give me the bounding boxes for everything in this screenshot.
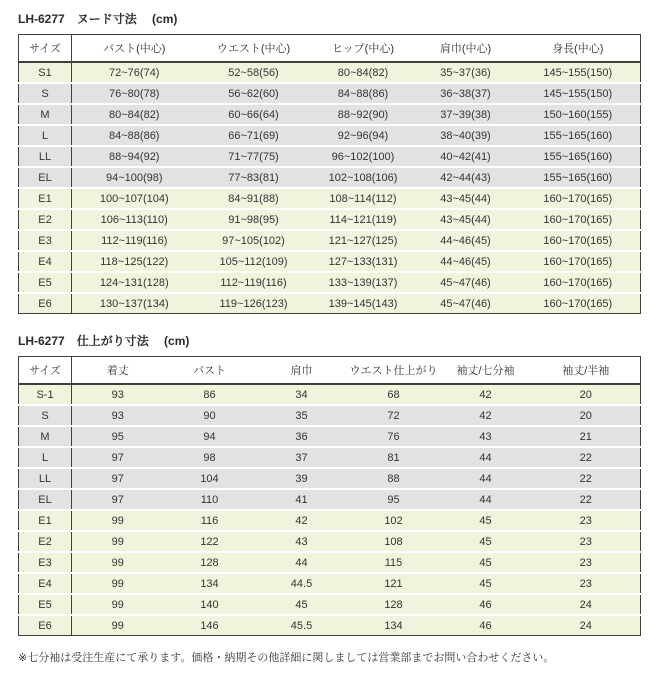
cell-value: 145~155(150) [516, 62, 641, 83]
nude-size-table [18, 34, 641, 314]
table-row [19, 83, 641, 104]
cell-value: 77~83(81) [197, 167, 311, 188]
column-header: 肩巾 [256, 357, 348, 385]
cell-value: 116 [164, 510, 256, 531]
cell-value: 42 [256, 510, 348, 531]
table-row [19, 489, 641, 510]
cell-value: 127~133(131) [311, 251, 416, 272]
cell-value: 80~84(82) [311, 62, 416, 83]
table-row [19, 447, 641, 468]
cell-value: 39 [256, 468, 348, 489]
nude-size-section [18, 10, 642, 314]
cell-value: 104 [164, 468, 256, 489]
header-row [19, 357, 641, 385]
cell-value: 124~131(128) [72, 272, 197, 293]
cell-value: 99 [72, 573, 164, 594]
cell-value: 84~91(88) [197, 188, 311, 209]
cell-value: 44.5 [256, 573, 348, 594]
cell-value: 37 [256, 447, 348, 468]
cell-value: 139~145(143) [311, 293, 416, 314]
cell-value: 160~170(165) [516, 209, 641, 230]
column-header: 袖丈/半袖 [532, 357, 641, 385]
table-row [19, 251, 641, 272]
column-header: 身長(中心) [516, 35, 641, 63]
cell-value: 160~170(165) [516, 230, 641, 251]
column-header: 肩巾(中心) [416, 35, 516, 63]
cell-value: 66~71(69) [197, 125, 311, 146]
row-size-label: E5 [19, 594, 72, 615]
row-size-label: S [19, 405, 72, 426]
cell-value: 21 [532, 426, 641, 447]
cell-value: 128 [348, 594, 440, 615]
cell-value: 44 [440, 489, 532, 510]
cell-value: 90 [164, 405, 256, 426]
table-row [19, 426, 641, 447]
cell-value: 160~170(165) [516, 251, 641, 272]
row-size-label: E6 [19, 615, 72, 636]
cell-value: 20 [532, 384, 641, 405]
cell-value: 72~76(74) [72, 62, 197, 83]
cell-value: 106~113(110) [72, 209, 197, 230]
cell-value: 45 [256, 594, 348, 615]
cell-value: 56~62(60) [197, 83, 311, 104]
cell-value: 23 [532, 510, 641, 531]
cell-value: 35 [256, 405, 348, 426]
cell-value: 42~44(43) [416, 167, 516, 188]
cell-value: 99 [72, 594, 164, 615]
cell-value: 45.5 [256, 615, 348, 636]
cell-value: 41 [256, 489, 348, 510]
cell-value: 43~45(44) [416, 188, 516, 209]
size-column-header: サイズ [19, 357, 72, 385]
table-row [19, 384, 641, 405]
row-size-label: EL [19, 167, 72, 188]
table-row [19, 293, 641, 314]
cell-value: 93 [72, 405, 164, 426]
cell-value: 44~46(45) [416, 230, 516, 251]
table-row [19, 62, 641, 83]
cell-value: 45~47(46) [416, 293, 516, 314]
cell-value: 76 [348, 426, 440, 447]
cell-value: 110 [164, 489, 256, 510]
cell-value: 84~88(86) [72, 125, 197, 146]
cell-value: 35~37(36) [416, 62, 516, 83]
row-size-label: S [19, 83, 72, 104]
table-row [19, 125, 641, 146]
cell-value: 20 [532, 405, 641, 426]
row-size-label: E4 [19, 251, 72, 272]
cell-value: 96~102(100) [311, 146, 416, 167]
table-row [19, 510, 641, 531]
column-header: バスト(中心) [72, 35, 197, 63]
finished-size-section [18, 332, 642, 636]
cell-value: 22 [532, 489, 641, 510]
cell-value: 97 [72, 447, 164, 468]
cell-value: 115 [348, 552, 440, 573]
cell-value: 76~80(78) [72, 83, 197, 104]
row-size-label: LL [19, 146, 72, 167]
cell-value: 102 [348, 510, 440, 531]
cell-value: 99 [72, 615, 164, 636]
cell-value: 37~39(38) [416, 104, 516, 125]
cell-value: 95 [72, 426, 164, 447]
column-header: ウエスト(中心) [197, 35, 311, 63]
cell-value: 155~165(160) [516, 167, 641, 188]
cell-value: 108~114(112) [311, 188, 416, 209]
cell-value: 44~46(45) [416, 251, 516, 272]
column-header: ウエスト仕上がり [348, 357, 440, 385]
cell-value: 108 [348, 531, 440, 552]
table-row [19, 167, 641, 188]
row-size-label: E1 [19, 188, 72, 209]
cell-value: 146 [164, 615, 256, 636]
cell-value: 128 [164, 552, 256, 573]
cell-value: 118~125(122) [72, 251, 197, 272]
cell-value: 24 [532, 615, 641, 636]
cell-value: 43 [256, 531, 348, 552]
cell-value: 112~119(116) [72, 230, 197, 251]
cell-value: 130~137(134) [72, 293, 197, 314]
cell-value: 38~40(39) [416, 125, 516, 146]
cell-value: 52~58(56) [197, 62, 311, 83]
cell-value: 42 [440, 405, 532, 426]
cell-value: 94 [164, 426, 256, 447]
row-size-label: E4 [19, 573, 72, 594]
cell-value: 45 [440, 531, 532, 552]
cell-value: 36~38(37) [416, 83, 516, 104]
cell-value: 91~98(95) [197, 209, 311, 230]
row-size-label: E3 [19, 230, 72, 251]
row-size-label: M [19, 104, 72, 125]
size-column-header: サイズ [19, 35, 72, 63]
cell-value: 155~165(160) [516, 125, 641, 146]
cell-value: 98 [164, 447, 256, 468]
row-size-label: S1 [19, 62, 72, 83]
header-row [19, 35, 641, 63]
row-size-label: E3 [19, 552, 72, 573]
cell-value: 94~100(98) [72, 167, 197, 188]
row-size-label: L [19, 125, 72, 146]
cell-value: 95 [348, 489, 440, 510]
cell-value: 150~160(155) [516, 104, 641, 125]
cell-value: 44 [440, 468, 532, 489]
cell-value: 112~119(116) [197, 272, 311, 293]
table-row [19, 615, 641, 636]
cell-value: 93 [72, 384, 164, 405]
cell-value: 45~47(46) [416, 272, 516, 293]
table-row [19, 468, 641, 489]
row-size-label: L [19, 447, 72, 468]
table-row [19, 531, 641, 552]
column-header: バスト [164, 357, 256, 385]
table-row [19, 146, 641, 167]
cell-value: 23 [532, 552, 641, 573]
cell-value: 88~92(90) [311, 104, 416, 125]
cell-value: 99 [72, 510, 164, 531]
cell-value: 88~94(92) [72, 146, 197, 167]
cell-value: 80~84(82) [72, 104, 197, 125]
cell-value: 24 [532, 594, 641, 615]
cell-value: 134 [348, 615, 440, 636]
cell-value: 145~155(150) [516, 83, 641, 104]
cell-value: 84~88(86) [311, 83, 416, 104]
column-header: ヒップ(中心) [311, 35, 416, 63]
cell-value: 160~170(165) [516, 188, 641, 209]
cell-value: 121~127(125) [311, 230, 416, 251]
cell-value: 86 [164, 384, 256, 405]
row-size-label: E6 [19, 293, 72, 314]
cell-value: 121 [348, 573, 440, 594]
cell-value: 134 [164, 573, 256, 594]
nude-size-table-title: LH-6277 ヌード寸法 (cm) [18, 12, 178, 26]
cell-value: 22 [532, 468, 641, 489]
cell-value: 97~105(102) [197, 230, 311, 251]
cell-value: 44 [256, 552, 348, 573]
row-size-label: M [19, 426, 72, 447]
table-row [19, 209, 641, 230]
table-row [19, 594, 641, 615]
cell-value: 102~108(106) [311, 167, 416, 188]
cell-value: 97 [72, 489, 164, 510]
cell-value: 43~45(44) [416, 209, 516, 230]
cell-value: 45 [440, 552, 532, 573]
cell-value: 114~121(119) [311, 209, 416, 230]
cell-value: 44 [440, 447, 532, 468]
row-size-label: LL [19, 468, 72, 489]
table-row [19, 104, 641, 125]
column-header: 着丈 [72, 357, 164, 385]
row-size-label: E2 [19, 531, 72, 552]
cell-value: 140 [164, 594, 256, 615]
table-row [19, 405, 641, 426]
cell-value: 105~112(109) [197, 251, 311, 272]
cell-value: 23 [532, 573, 641, 594]
table-row [19, 573, 641, 594]
cell-value: 40~42(41) [416, 146, 516, 167]
column-header: 袖丈/七分袖 [440, 357, 532, 385]
cell-value: 43 [440, 426, 532, 447]
row-size-label: E2 [19, 209, 72, 230]
cell-value: 155~165(160) [516, 146, 641, 167]
cell-value: 71~77(75) [197, 146, 311, 167]
cell-value: 22 [532, 447, 641, 468]
table-row [19, 230, 641, 251]
cell-value: 68 [348, 384, 440, 405]
cell-value: 72 [348, 405, 440, 426]
cell-value: 100~107(104) [72, 188, 197, 209]
cell-value: 122 [164, 531, 256, 552]
cell-value: 23 [532, 531, 641, 552]
row-size-label: E5 [19, 272, 72, 293]
cell-value: 45 [440, 510, 532, 531]
cell-value: 88 [348, 468, 440, 489]
row-size-label: E1 [19, 510, 72, 531]
cell-value: 133~139(137) [311, 272, 416, 293]
table-row [19, 188, 641, 209]
cell-value: 99 [72, 531, 164, 552]
cell-value: 160~170(165) [516, 293, 641, 314]
cell-value: 99 [72, 552, 164, 573]
row-size-label: S-1 [19, 384, 72, 405]
cell-value: 160~170(165) [516, 272, 641, 293]
cell-value: 42 [440, 384, 532, 405]
cell-value: 46 [440, 615, 532, 636]
table-row [19, 552, 641, 573]
cell-value: 46 [440, 594, 532, 615]
footer-note: ※七分袖は受注生産にて承ります。価格・納期その他詳細に関しましては営業部までお問い合わせください。 [18, 652, 555, 664]
table-row [19, 272, 641, 293]
cell-value: 60~66(64) [197, 104, 311, 125]
cell-value: 81 [348, 447, 440, 468]
cell-value: 92~96(94) [311, 125, 416, 146]
cell-value: 45 [440, 573, 532, 594]
cell-value: 34 [256, 384, 348, 405]
cell-value: 36 [256, 426, 348, 447]
cell-value: 97 [72, 468, 164, 489]
finished-size-table [18, 356, 641, 636]
cell-value: 119~126(123) [197, 293, 311, 314]
row-size-label: EL [19, 489, 72, 510]
finished-size-table-title: LH-6277 仕上がり寸法 (cm) [18, 334, 190, 348]
